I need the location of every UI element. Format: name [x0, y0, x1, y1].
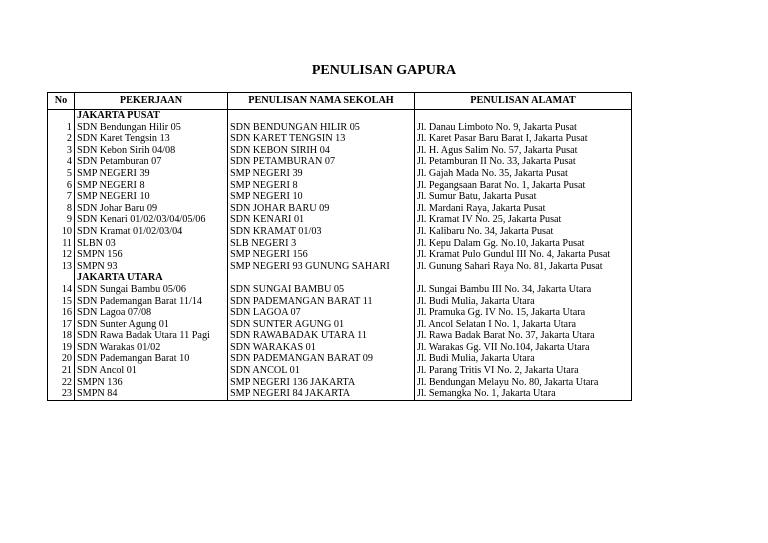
pekerjaan-cell: SDN Pademangan Barat 10 — [75, 353, 228, 365]
pekerjaan-cell: SDN Karet Tengsin 13 — [75, 133, 228, 145]
table-row — [48, 249, 632, 261]
gapura-table — [47, 92, 632, 401]
row-number: 5 — [48, 168, 75, 180]
alamat-cell: Jl. Pegangsaan Barat No. 1, Jakarta Pusat — [415, 180, 632, 192]
row-number: 11 — [48, 238, 75, 250]
row-number: 9 — [48, 214, 75, 226]
row-number — [48, 110, 75, 122]
alamat-cell: Jl. Kramat Pulo Gundul III No. 4, Jakarta Pusat — [415, 249, 632, 261]
header-nama-sekolah: PENULISAN NAMA SEKOLAH — [228, 93, 415, 110]
pekerjaan-cell: JAKARTA PUSAT — [75, 110, 228, 122]
nama-sekolah-cell: SDN WARAKAS 01 — [228, 342, 415, 354]
row-number: 20 — [48, 353, 75, 365]
nama-sekolah-cell: SDN KARET TENGSIN 13 — [228, 133, 415, 145]
pekerjaan-cell: SMP NEGERI 8 — [75, 180, 228, 192]
pekerjaan-cell: SDN Kenari 01/02/03/04/05/06 — [75, 214, 228, 226]
row-number: 13 — [48, 261, 75, 273]
row-number: 14 — [48, 284, 75, 296]
alamat-cell — [415, 272, 632, 284]
row-number: 22 — [48, 377, 75, 389]
table-row — [48, 226, 632, 238]
table-row — [48, 284, 632, 296]
table-row — [48, 122, 632, 134]
row-number: 6 — [48, 180, 75, 192]
nama-sekolah-cell: SDN PETAMBURAN 07 — [228, 156, 415, 168]
header-no: No — [48, 93, 75, 110]
row-number: 3 — [48, 145, 75, 157]
pekerjaan-cell: SDN Pademangan Barat 11/14 — [75, 296, 228, 308]
row-number: 16 — [48, 307, 75, 319]
table-body — [48, 110, 632, 401]
alamat-cell: Jl. Karet Pasar Baru Barat I, Jakarta Pusat — [415, 133, 632, 145]
header-alamat: PENULISAN ALAMAT — [415, 93, 632, 110]
nama-sekolah-cell: SDN LAGOA 07 — [228, 307, 415, 319]
pekerjaan-cell: SLBN 03 — [75, 238, 228, 250]
nama-sekolah-cell: SDN KENARI 01 — [228, 214, 415, 226]
table-row — [48, 342, 632, 354]
nama-sekolah-cell: SDN ANCOL 01 — [228, 365, 415, 377]
pekerjaan-cell: SMPN 156 — [75, 249, 228, 261]
alamat-cell: Jl. Petamburan II No. 33, Jakarta Pusat — [415, 156, 632, 168]
row-number: 7 — [48, 191, 75, 203]
pekerjaan-cell: JAKARTA UTARA — [75, 272, 228, 284]
nama-sekolah-cell: SMP NEGERI 136 JAKARTA — [228, 377, 415, 389]
table-row — [48, 180, 632, 192]
pekerjaan-cell: SDN Sungai Bambu 05/06 — [75, 284, 228, 296]
pekerjaan-cell: SDN Lagoa 07/08 — [75, 307, 228, 319]
table-row — [48, 353, 632, 365]
alamat-cell: Jl. Gunung Sahari Raya No. 81, Jakarta Pusat — [415, 261, 632, 273]
nama-sekolah-cell: SDN KEBON SIRIH 04 — [228, 145, 415, 157]
alamat-cell: Jl. Budi Mulia, Jakarta Utara — [415, 296, 632, 308]
nama-sekolah-cell: SMP NEGERI 93 GUNUNG SAHARI — [228, 261, 415, 273]
nama-sekolah-cell: SMP NEGERI 39 — [228, 168, 415, 180]
table-row — [48, 203, 632, 215]
pekerjaan-cell: SMPN 84 — [75, 388, 228, 400]
nama-sekolah-cell: SDN SUNGAI BAMBU 05 — [228, 284, 415, 296]
nama-sekolah-cell: SMP NEGERI 84 JAKARTA — [228, 388, 415, 400]
nama-sekolah-cell: SDN KRAMAT 01/03 — [228, 226, 415, 238]
alamat-cell: Jl. Mardani Raya, Jakarta Pusat — [415, 203, 632, 215]
header-row — [48, 93, 632, 110]
table-row — [48, 261, 632, 273]
table-row — [48, 377, 632, 389]
region-header-row — [48, 272, 632, 284]
nama-sekolah-cell — [228, 110, 415, 122]
table-row — [48, 133, 632, 145]
alamat-cell: Jl. Ancol Selatan I No. 1, Jakarta Utara — [415, 319, 632, 331]
table-row — [48, 388, 632, 400]
alamat-cell: Jl. Sumur Batu, Jakarta Pusat — [415, 191, 632, 203]
row-number: 4 — [48, 156, 75, 168]
row-number: 1 — [48, 122, 75, 134]
document-title: PENULISAN GAPURA — [311, 63, 457, 78]
nama-sekolah-cell: SDN BENDUNGAN HILIR 05 — [228, 122, 415, 134]
alamat-cell: Jl. Kramat IV No. 25, Jakarta Pusat — [415, 214, 632, 226]
pekerjaan-cell: SDN Kramat 01/02/03/04 — [75, 226, 228, 238]
pekerjaan-cell: SMPN 136 — [75, 377, 228, 389]
row-number: 15 — [48, 296, 75, 308]
table-row — [48, 319, 632, 331]
nama-sekolah-cell: SLB NEGERI 3 — [228, 238, 415, 250]
alamat-cell: Jl. Warakas Gg. VII No.104, Jakarta Utara — [415, 342, 632, 354]
pekerjaan-cell: SDN Petamburan 07 — [75, 156, 228, 168]
alamat-cell: Jl. Pramuka Gg. IV No. 15, Jakarta Utara — [415, 307, 632, 319]
table-row — [48, 145, 632, 157]
nama-sekolah-cell: SMP NEGERI 8 — [228, 180, 415, 192]
pekerjaan-cell: SDN Warakas 01/02 — [75, 342, 228, 354]
alamat-cell: Jl. Rawa Badak Barat No. 37, Jakarta Utara — [415, 330, 632, 342]
row-number: 19 — [48, 342, 75, 354]
table-row — [48, 330, 632, 342]
nama-sekolah-cell: SDN PADEMANGAN BARAT 09 — [228, 353, 415, 365]
row-number: 10 — [48, 226, 75, 238]
nama-sekolah-cell: SDN RAWABADAK UTARA 11 — [228, 330, 415, 342]
alamat-cell: Jl. Semangka No. 1, Jakarta Utara — [415, 388, 632, 400]
region-header-row — [48, 110, 632, 122]
alamat-cell — [415, 110, 632, 122]
alamat-cell: Jl. Bendungan Melayu No. 80, Jakarta Utara — [415, 377, 632, 389]
nama-sekolah-cell — [228, 272, 415, 284]
row-number — [48, 272, 75, 284]
alamat-cell: Jl. Sungai Bambu III No. 34, Jakarta Utara — [415, 284, 632, 296]
alamat-cell: Jl. Gajah Mada No. 35, Jakarta Pusat — [415, 168, 632, 180]
pekerjaan-cell: SMP NEGERI 10 — [75, 191, 228, 203]
row-number: 8 — [48, 203, 75, 215]
nama-sekolah-cell: SMP NEGERI 156 — [228, 249, 415, 261]
table-row — [48, 238, 632, 250]
row-number: 2 — [48, 133, 75, 145]
alamat-cell: Jl. Danau Limboto No. 9, Jakarta Pusat — [415, 122, 632, 134]
alamat-cell: Jl. H. Agus Salim No. 57, Jakarta Pusat — [415, 145, 632, 157]
row-number: 17 — [48, 319, 75, 331]
table-row — [48, 307, 632, 319]
alamat-cell: Jl. Kalibaru No. 34, Jakarta Pusat — [415, 226, 632, 238]
pekerjaan-cell: SDN Ancol 01 — [75, 365, 228, 377]
header-pekerjaan: PEKERJAAN — [75, 93, 228, 110]
table-row — [48, 214, 632, 226]
alamat-cell: Jl. Budi Mulia, Jakarta Utara — [415, 353, 632, 365]
table-row — [48, 168, 632, 180]
row-number: 23 — [48, 388, 75, 400]
table-row — [48, 365, 632, 377]
pekerjaan-cell: SDN Sunter Agung 01 — [75, 319, 228, 331]
table-row — [48, 191, 632, 203]
pekerjaan-cell: SDN Rawa Badak Utara 11 Pagi — [75, 330, 228, 342]
nama-sekolah-cell: SDN JOHAR BARU 09 — [228, 203, 415, 215]
pekerjaan-cell: SDN Bendungan Hilir 05 — [75, 122, 228, 134]
table-row — [48, 296, 632, 308]
row-number: 18 — [48, 330, 75, 342]
alamat-cell: Jl. Parang Tritis VI No. 2, Jakarta Utara — [415, 365, 632, 377]
pekerjaan-cell: SMP NEGERI 39 — [75, 168, 228, 180]
table-row — [48, 156, 632, 168]
pekerjaan-cell: SMPN 93 — [75, 261, 228, 273]
nama-sekolah-cell: SDN PADEMANGAN BARAT 11 — [228, 296, 415, 308]
pekerjaan-cell: SDN Johar Baru 09 — [75, 203, 228, 215]
row-number: 21 — [48, 365, 75, 377]
pekerjaan-cell: SDN Kebon Sirih 04/08 — [75, 145, 228, 157]
alamat-cell: Jl. Kepu Dalam Gg. No.10, Jakarta Pusat — [415, 238, 632, 250]
nama-sekolah-cell: SMP NEGERI 10 — [228, 191, 415, 203]
row-number: 12 — [48, 249, 75, 261]
nama-sekolah-cell: SDN SUNTER AGUNG 01 — [228, 319, 415, 331]
